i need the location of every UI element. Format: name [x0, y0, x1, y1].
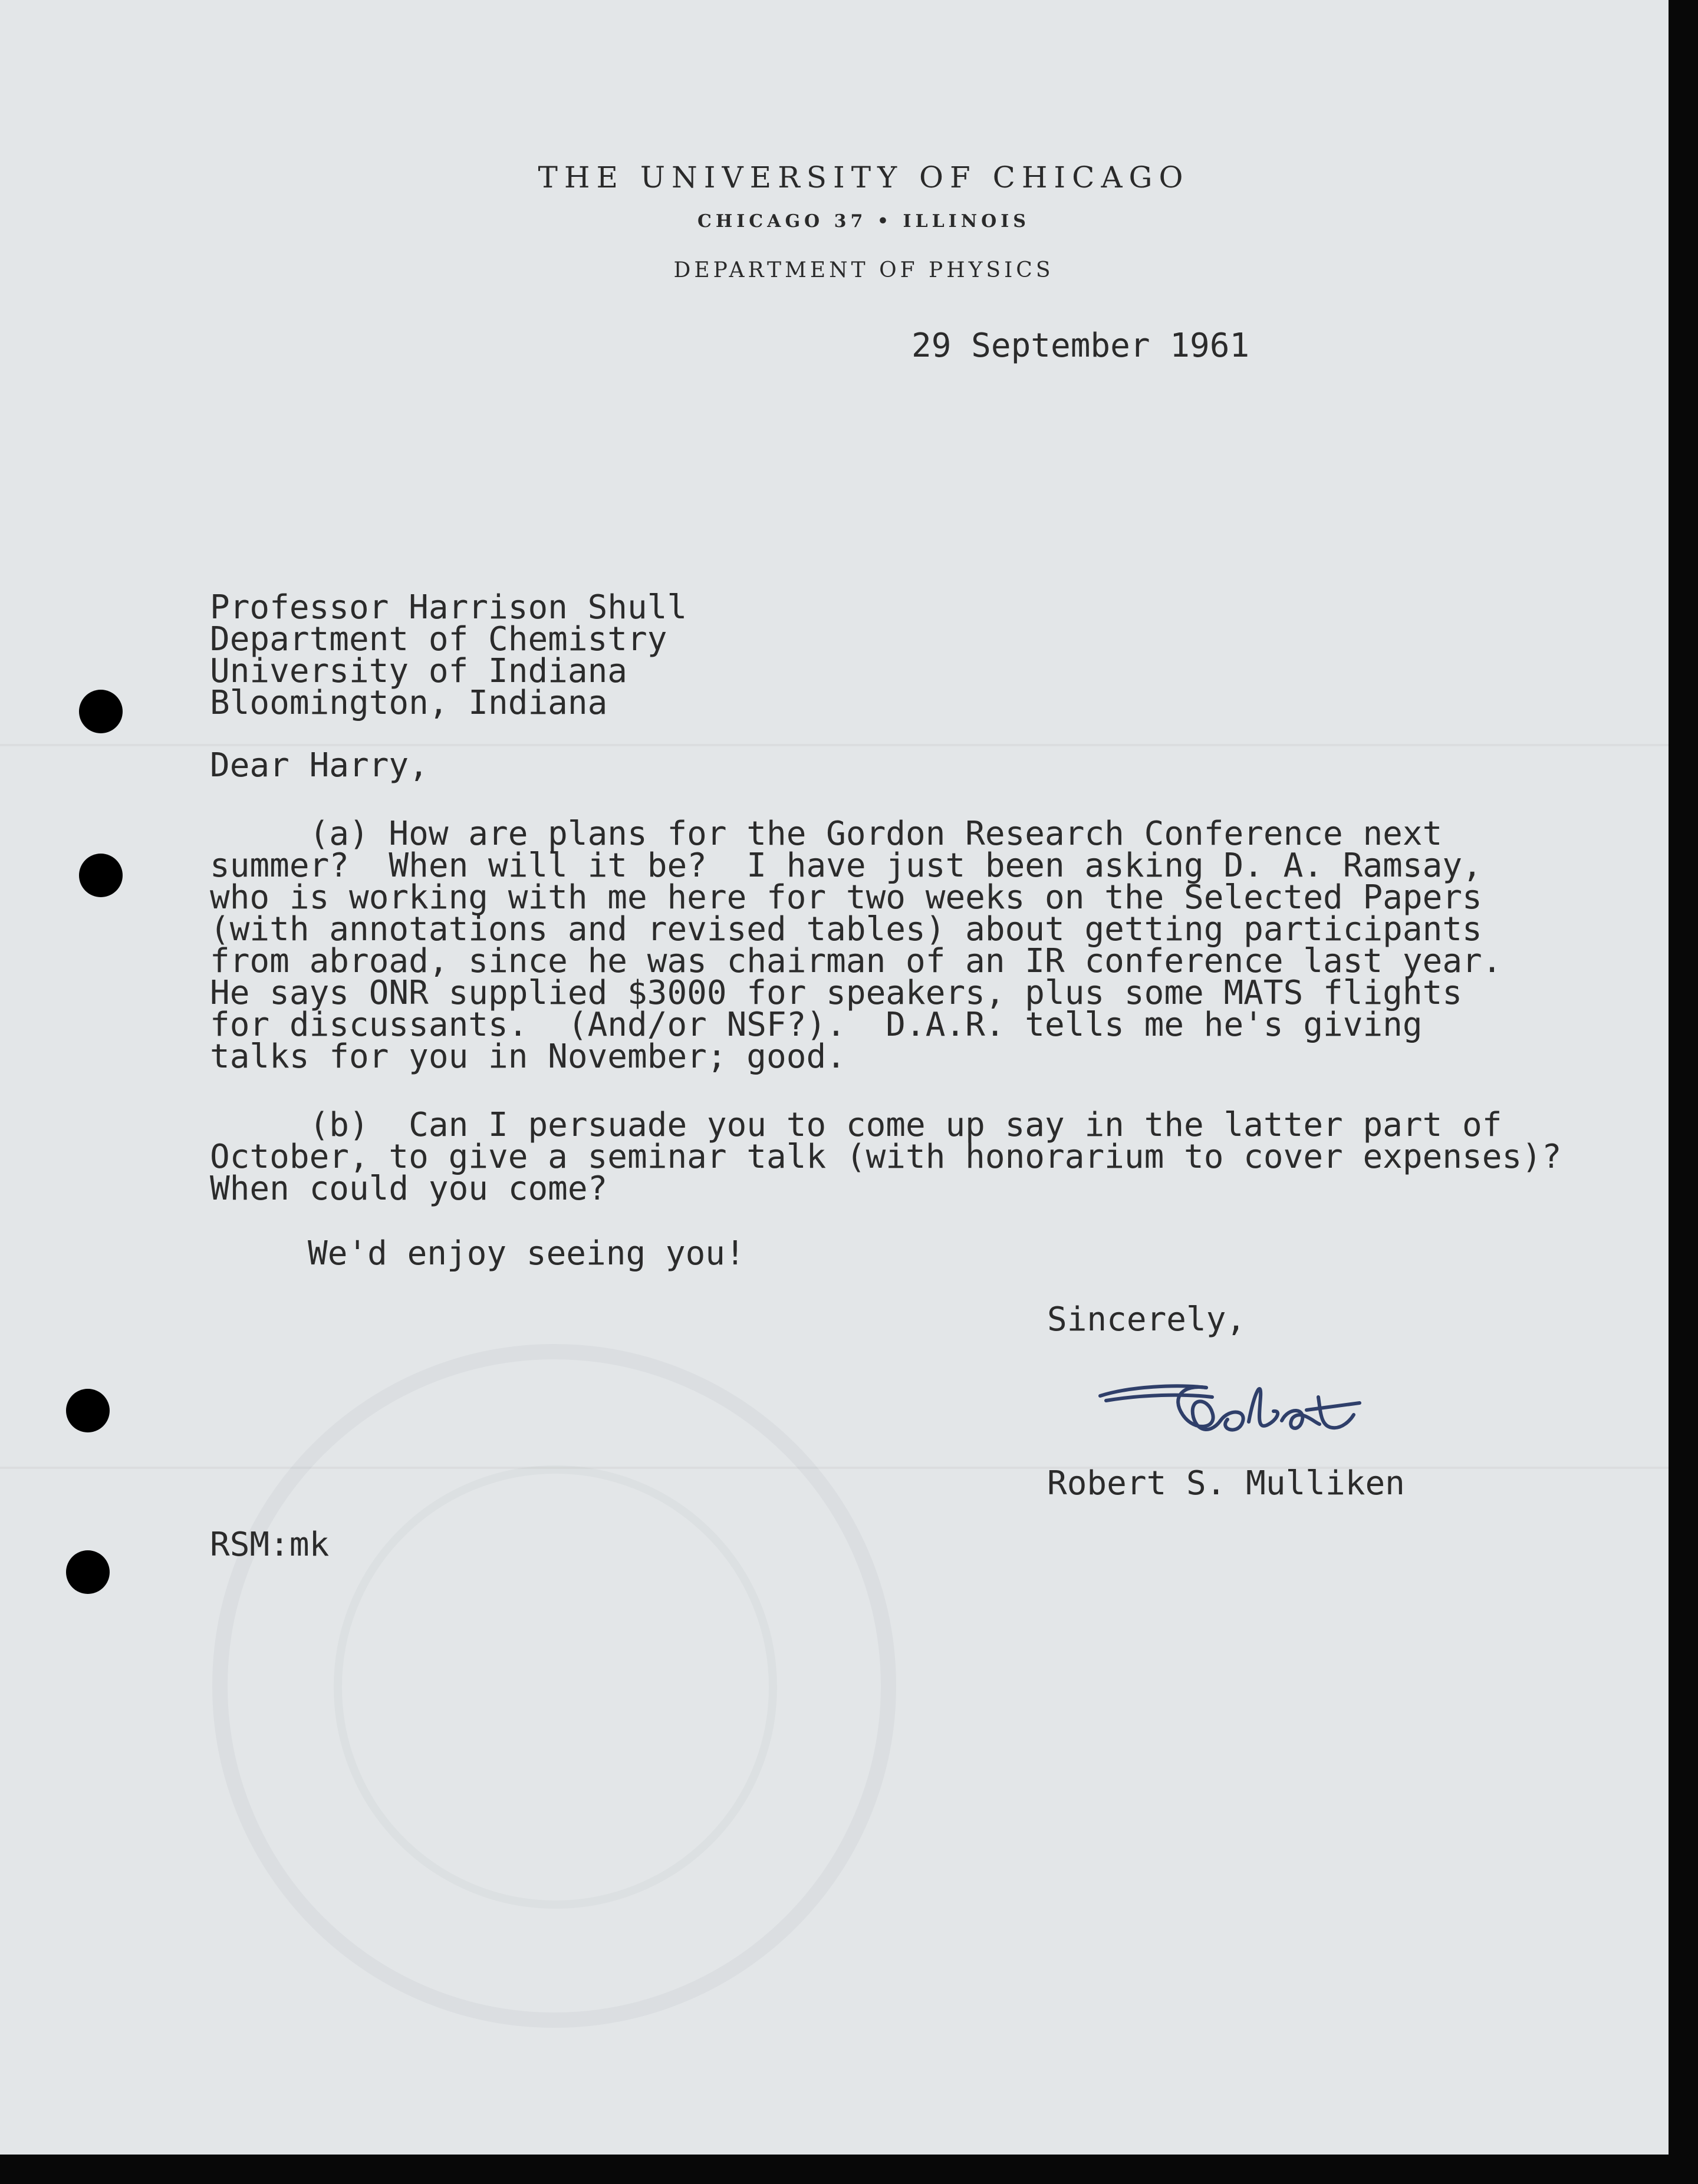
letter-date: 29 September 1961 [911, 327, 1250, 365]
body-paragraph-a: (a) How are plans for the Gordon Research Conference next summer? When will it be? I have just been asking D. A. Ramsay, who is working with me here for two weeks on the Selected Papers (with annotations and revised tables) about getting participants from abroad, since he was chairman of an IR conference last year. He says ONR supplied $3000 for speakers, plus some MATS flights for discussants. (And/or NSF?). D.A.R. tells me he's giving talks for you in November; good. [210, 815, 1502, 1076]
recipient-address [210, 588, 687, 722]
letterhead-department: DEPARTMENT OF PHYSICS [673, 258, 1054, 282]
salutation: Dear Harry, [210, 746, 429, 785]
scan-border-bottom [0, 2155, 1698, 2184]
watermark-seal-inner-ring [334, 1465, 777, 1909]
recipient-line: University of Indiana [210, 652, 628, 690]
body-paragraph-b: (b) Can I persuade you to come up say in the latter part of October, to give a seminar talk (with honorarium to cover expenses)? When could you come? [210, 1106, 1562, 1208]
recipient-line: Bloomington, Indiana [210, 684, 608, 722]
closing-line: We'd enjoy seeing you! [308, 1234, 745, 1273]
punch-hole [79, 690, 123, 733]
handwritten-signature [1094, 1356, 1401, 1456]
punch-hole [66, 1389, 110, 1432]
letterhead-city: CHICAGO 37 • ILLINOIS [697, 211, 1030, 232]
recipient-line: Department of Chemistry [210, 620, 667, 658]
watermark-seal [212, 1344, 896, 2028]
scan-border-right [1669, 0, 1698, 2184]
paper-fold-line [0, 1467, 1669, 1469]
letterhead-institution: THE UNIVERSITY OF CHICAGO [538, 160, 1190, 195]
reference-initials: RSM:mk [210, 1526, 330, 1564]
punch-hole [79, 854, 123, 897]
signer-name: Robert S. Mulliken [1047, 1464, 1405, 1503]
recipient-line: Professor Harrison Shull [210, 588, 687, 627]
punch-hole [66, 1550, 110, 1594]
complimentary-close: Sincerely, [1047, 1300, 1246, 1339]
